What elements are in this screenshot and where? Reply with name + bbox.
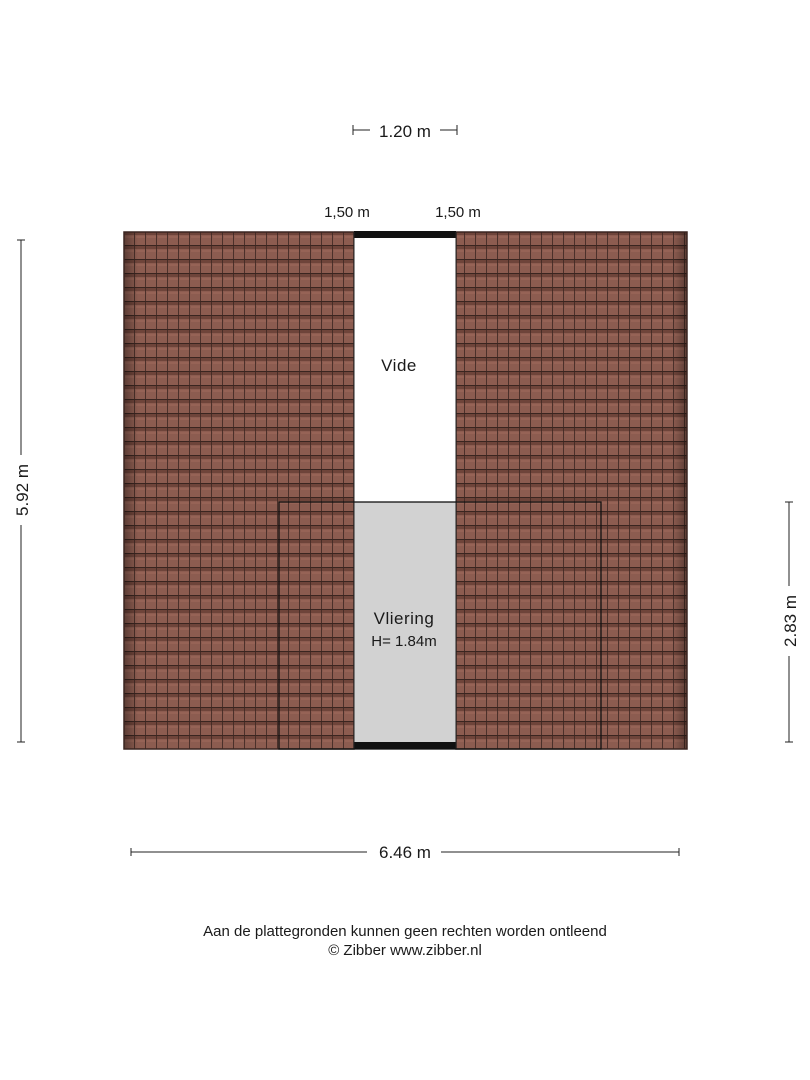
right-dimension-label: 2.83 m <box>781 595 800 647</box>
room-name-vliering: Vliering <box>373 609 435 628</box>
room-name-vide: Vide <box>381 356 417 375</box>
right-dimension <box>778 502 800 742</box>
bottom-dimension-label: 6.46 m <box>379 843 431 862</box>
roof-right <box>456 232 687 749</box>
copyright-text: © Zibber www.zibber.nl <box>328 942 482 959</box>
left-dimension-label: 5.92 m <box>13 464 32 516</box>
roof-left <box>124 232 354 749</box>
wall-top <box>354 231 456 238</box>
top-dimension-label: 1.20 m <box>379 122 431 141</box>
roof-gap-left-label: 1,50 m <box>324 204 370 221</box>
room-height-vliering: H= 1.84m <box>371 633 437 650</box>
bottom-dimension <box>131 843 679 862</box>
wall-bottom <box>354 742 456 749</box>
top-dimension <box>353 122 457 141</box>
disclaimer-text: Aan de plattegronden kunnen geen rechten worden ontleend <box>203 923 607 940</box>
left-dimension <box>10 240 32 742</box>
roof-gap-right-label: 1,50 m <box>435 204 481 221</box>
